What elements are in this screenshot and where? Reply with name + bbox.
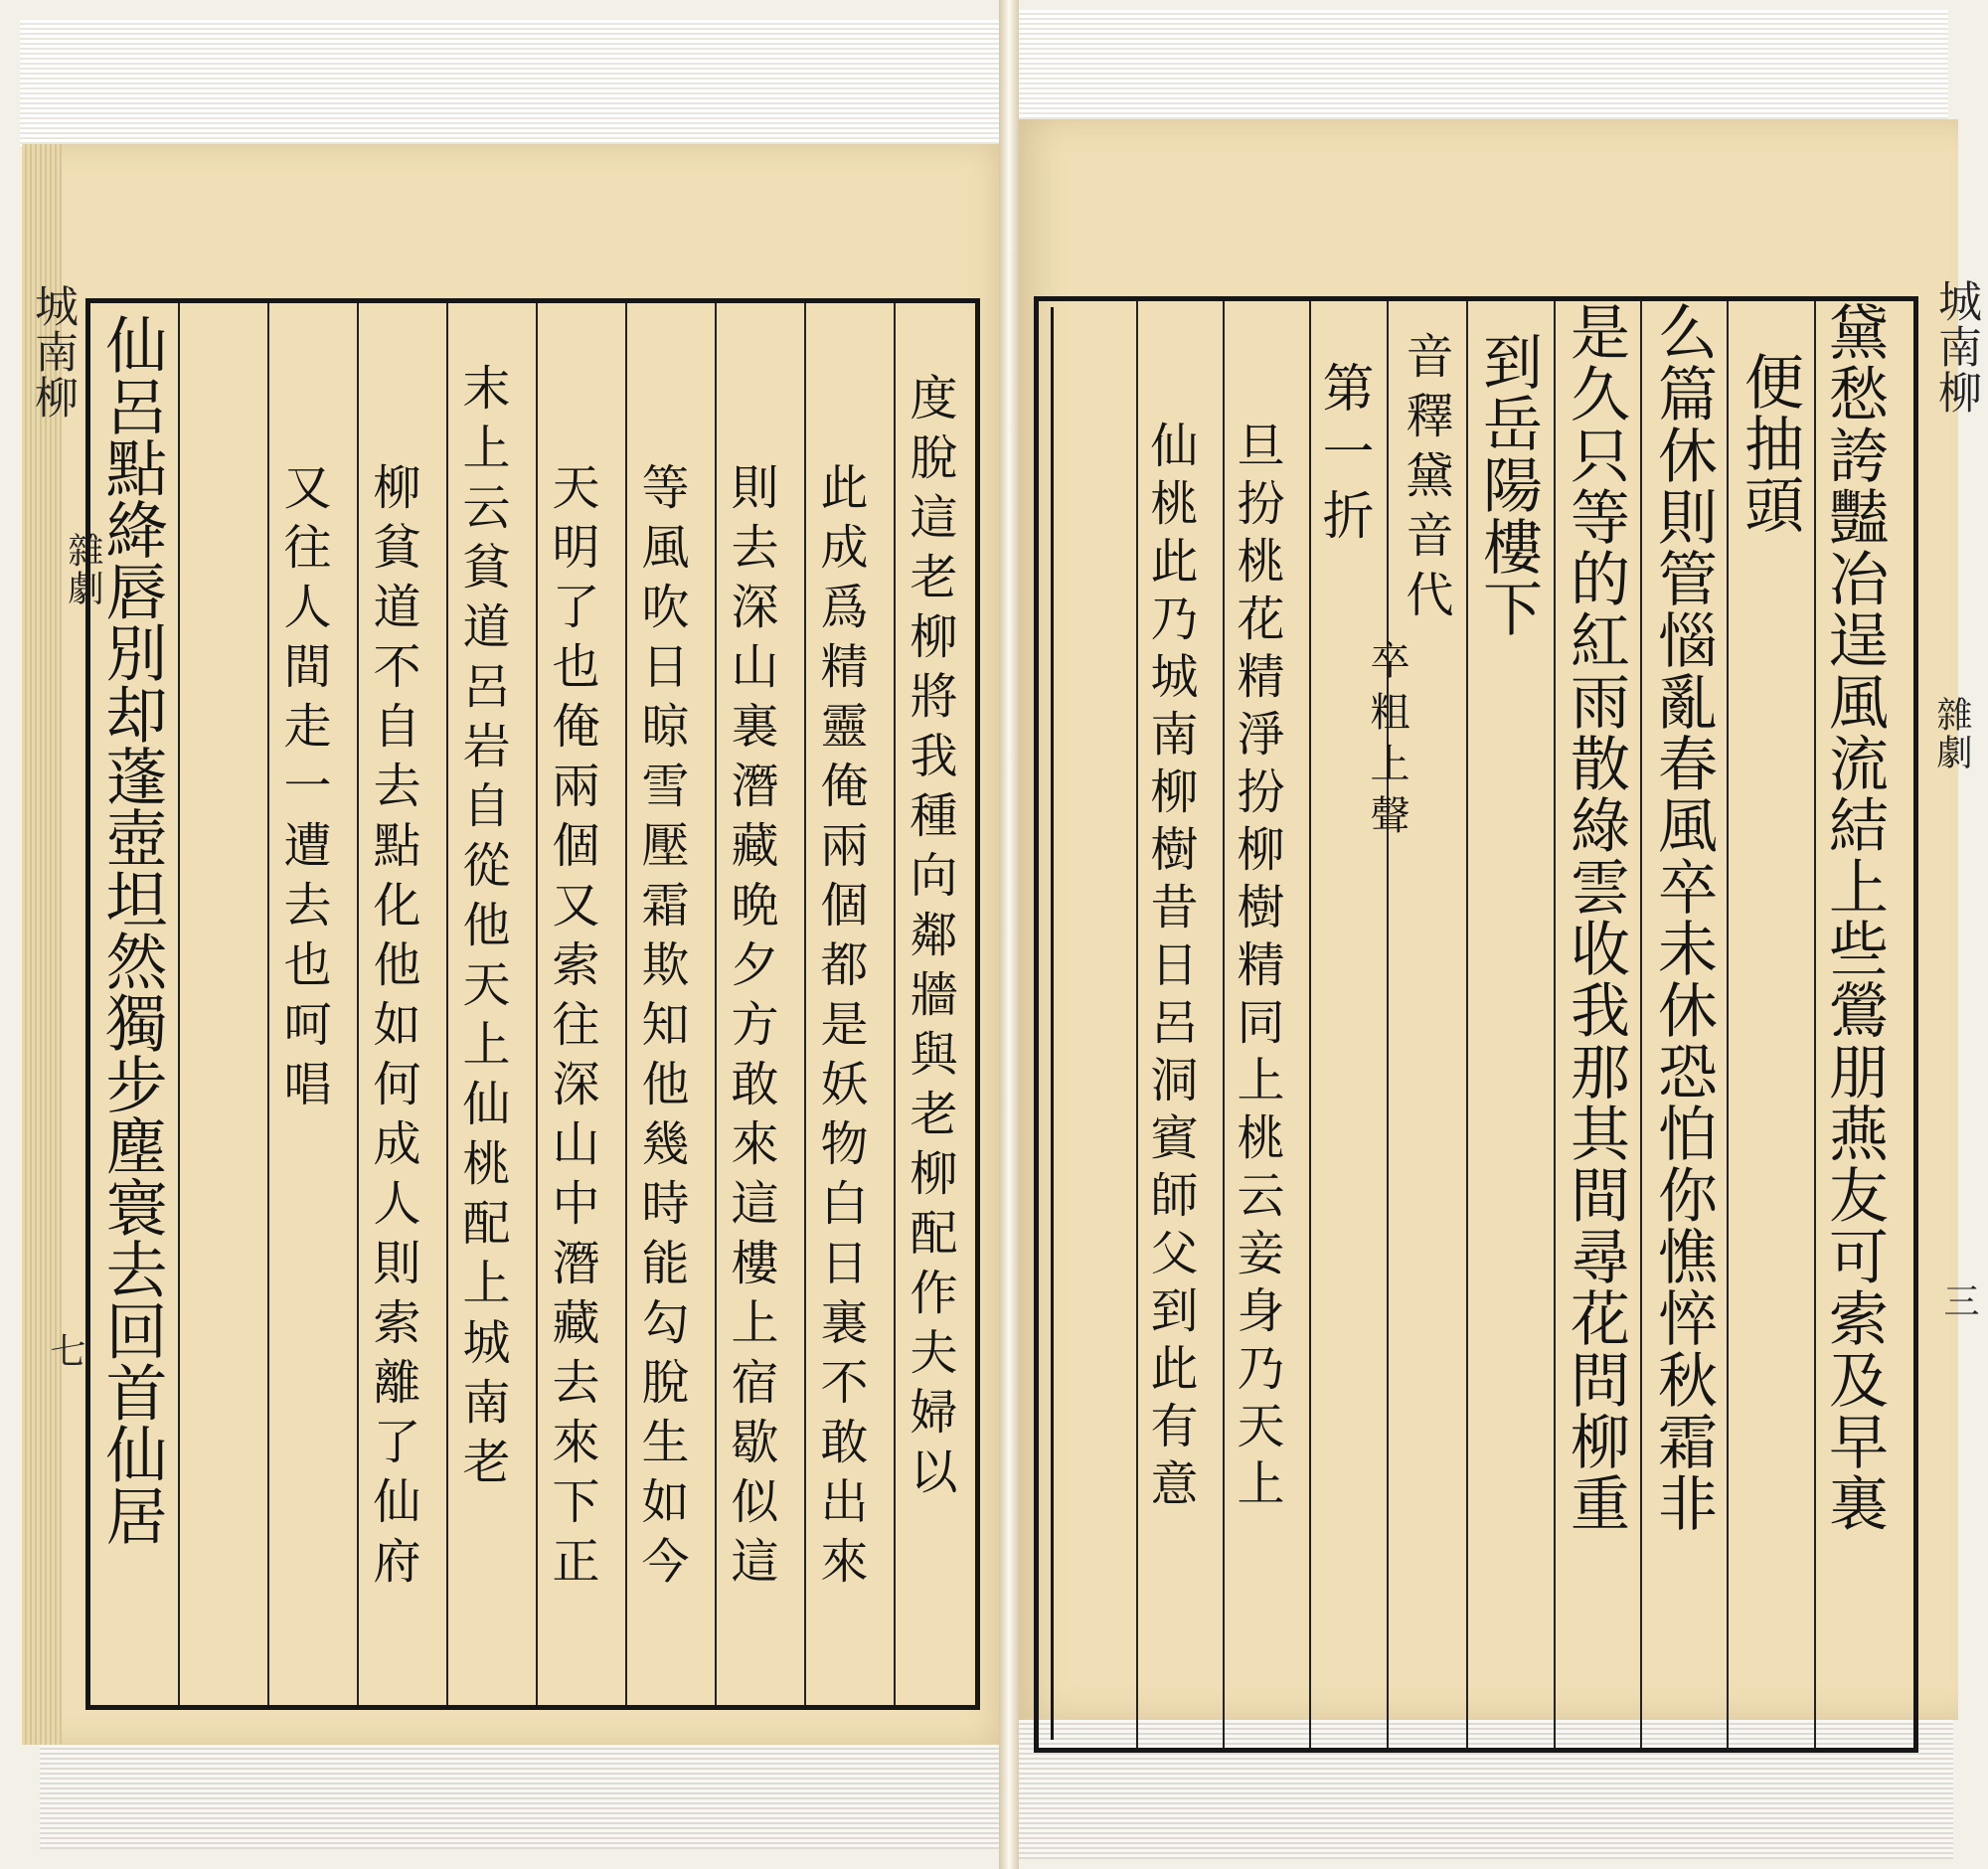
text-column: 等風吹日晾雪壓霜欺知他幾時能勾脫生如今 bbox=[633, 462, 689, 1596]
column-rule bbox=[446, 303, 448, 1705]
left-folio: 七 bbox=[45, 1332, 85, 1368]
text-column: 度脫這老柳將我種向鄰牆與老柳配作夫婦以 bbox=[902, 373, 957, 1506]
column-rule bbox=[1387, 301, 1389, 1748]
text-column-small: 卒粗上聲 bbox=[1364, 639, 1409, 846]
column-rule bbox=[1814, 301, 1816, 1748]
text-column: 第一折 bbox=[1313, 361, 1373, 552]
text-column-large: 黛愁誇豔冶逞風流結上些鶯朋燕友可索及早裏 bbox=[1819, 301, 1889, 1534]
column-rule bbox=[625, 303, 627, 1705]
page-edges-top-left bbox=[20, 20, 1054, 149]
text-column: 仙桃此乃城南柳樹昔日呂洞賓師父到此有意 bbox=[1142, 421, 1198, 1516]
right-folio: 三 bbox=[1938, 1282, 1979, 1318]
column-rule bbox=[715, 303, 717, 1705]
column-rule bbox=[357, 303, 359, 1705]
column-rule bbox=[178, 303, 180, 1705]
text-column: 旦扮桃花精淨扮柳樹精同上桃云妾身乃天上 bbox=[1229, 421, 1284, 1516]
text-column: 又往人間走一遭去也呵唱 bbox=[275, 462, 331, 1118]
page-edges-bottom-left bbox=[40, 1740, 1014, 1849]
column-rule bbox=[1727, 301, 1729, 1748]
text-column: 末上云貧道呂岩自從他天上仙桃配上城南老 bbox=[454, 363, 510, 1496]
column-rule bbox=[267, 303, 269, 1705]
column-rule bbox=[1136, 301, 1138, 1748]
text-column-large: 仙呂點絳唇別却蓬壺坦然獨步塵寰去回首仙居 bbox=[95, 313, 168, 1546]
right-margin-subtitle: 雜劇 bbox=[1931, 696, 1972, 771]
text-column-large: 便抽頭 bbox=[1735, 351, 1804, 536]
column-rule bbox=[804, 303, 806, 1705]
column-rule bbox=[536, 303, 538, 1705]
right-text-frame bbox=[1034, 296, 1918, 1753]
book-spine bbox=[999, 0, 1019, 1869]
text-column: 此成爲精靈俺兩個都是妖物白日裏不敢出來 bbox=[812, 462, 868, 1596]
column-rule bbox=[1640, 301, 1642, 1748]
right-margin-title: 城南柳 bbox=[1930, 278, 1981, 416]
text-column-large: 么篇休則管惱亂春風卒未休恐怕你憔悴秋霜非 bbox=[1648, 301, 1718, 1534]
text-column-large: 是久只等的紅雨散綠雲收我那其間尋花問柳重 bbox=[1561, 301, 1630, 1534]
text-column: 柳貧道不自去點化他如何成人則索離了仙府 bbox=[365, 462, 420, 1596]
column-rule bbox=[1309, 301, 1311, 1748]
column-rule bbox=[1466, 301, 1468, 1748]
left-margin-subtitle: 雜劇 bbox=[63, 532, 103, 607]
text-column: 天明了也俺兩個又索往深山中潛藏去來下正 bbox=[544, 462, 599, 1596]
column-rule bbox=[1554, 301, 1556, 1748]
left-margin-title: 城南柳 bbox=[27, 283, 78, 421]
text-column: 則去深山裏潛藏晩夕方敢來這樓上宿歇似這 bbox=[723, 462, 778, 1596]
text-column-large: 到岳陽樓下 bbox=[1473, 331, 1543, 639]
column-rule bbox=[894, 303, 896, 1705]
left-text-frame bbox=[85, 298, 980, 1710]
column-rule bbox=[1223, 301, 1225, 1748]
text-column: 音釋黛音代 bbox=[1398, 331, 1453, 629]
